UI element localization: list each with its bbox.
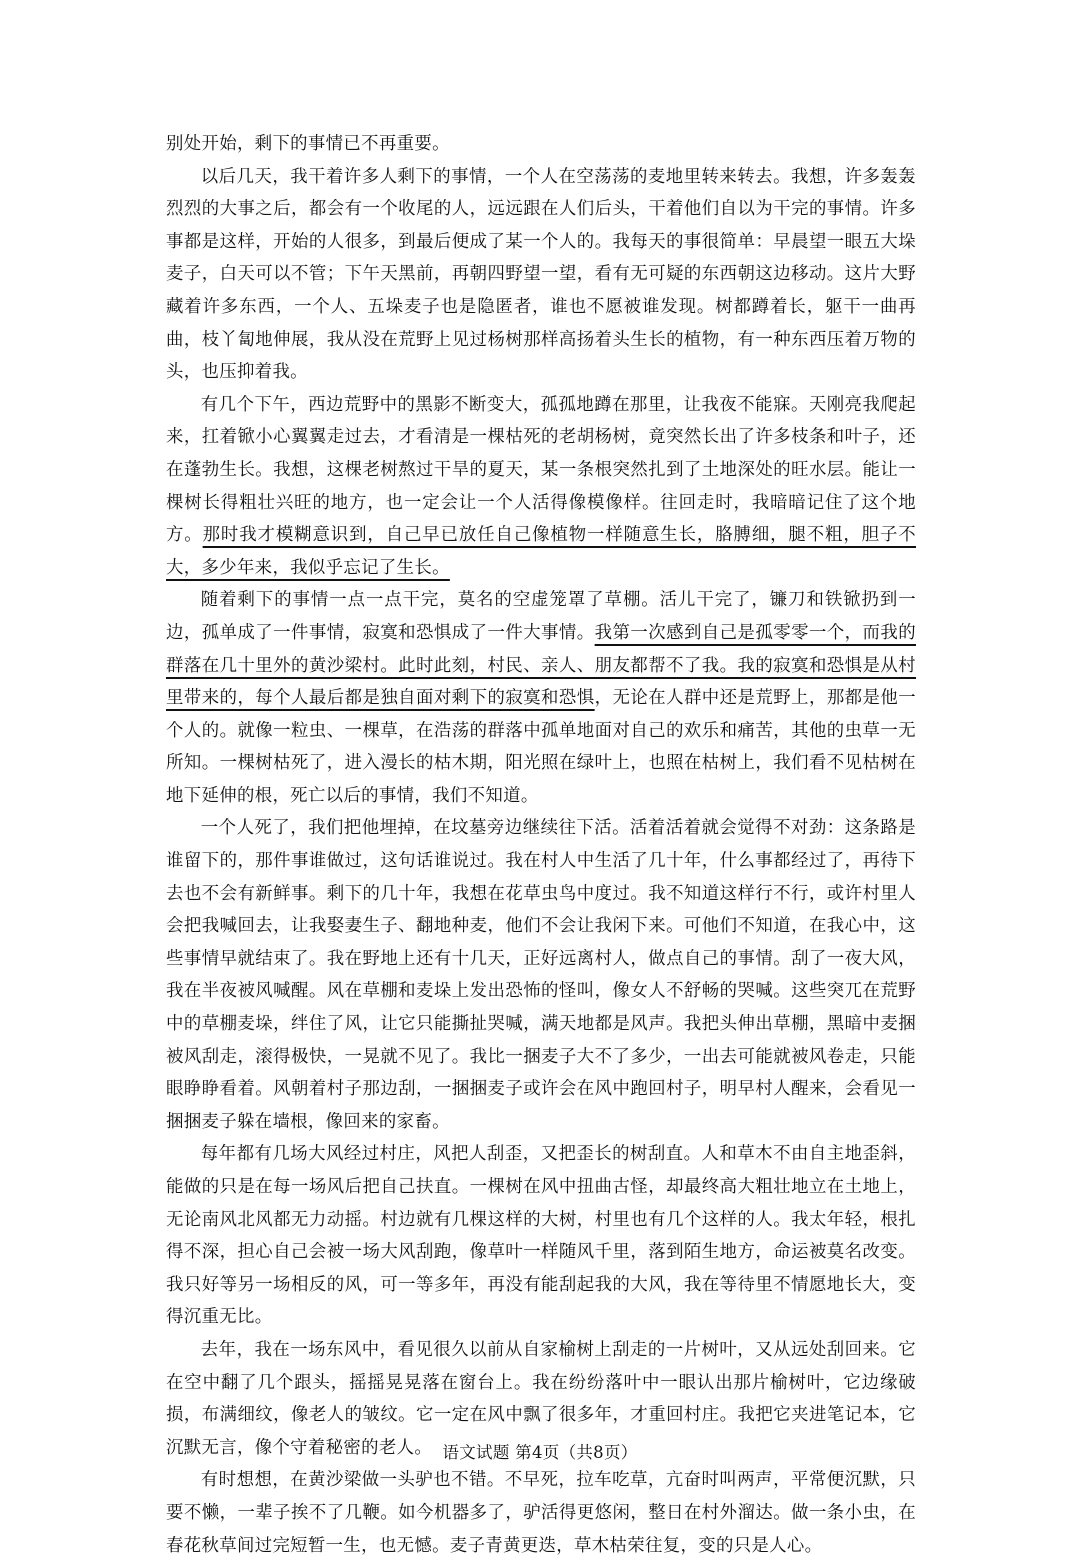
paragraph-text: 有几个下午，西边荒野中的黑影不断变大，孤孤地蹲在那里，让我夜不能寐。天刚亮我爬起来，扛着锨小心翼翼走过去，才看清是一棵枯死的老胡杨树，竟突然长出了许多枝条和叶子，还在蓬勃生长。我想，这棵老树熬过干旱的夏天，某一条根突然扎到了土地深处的旺水层。能让一棵树长得粗壮兴旺的地方，也一定会让一个人活得像模像样。往回走时，我暗暗记住了这个地方。: [166, 394, 916, 546]
paragraph-text: 以后几天，我干着许多人剩下的事情，一个人在空荡荡的麦地里转来转去。我想，许多轰轰烈烈的大事之后，都会有一个收尾的人，远远跟在人们后头，干着他们自以为干完的事情。许多事都是这样，开始的人很多，到最后便成了某一个人的。我每天的事很简单：早晨望一眼五大垛麦子，白天可以不管；下午天黑前，再朝四野望一望，看有无可疑的东西朝这边移动。这片大野藏着许多东西，一个人、五垛麦子也是隐匿者，谁也不愿被谁发现。树都蹲着长，躯干一曲再曲，枝丫匐地伸展，我从没在荒野上见过杨树那样高扬着头生长的植物，有一种东西压着万物的头，也压抑着我。: [166, 166, 916, 383]
paragraph-text: 去年，我在一场东风中，看见很久以前从自家榆树上刮走的一片树叶，又从远处刮回来。它在空中翻了几个跟头，摇摇晃晃落在窗台上。我在纷纷落叶中一眼认出那片榆树叶，它边缘破损，布满细纹，像老人的皱纹。它一定在风中飘了很多年，才重回村庄。我把它夹进笔记本，它沉默无言，像个守着秘密的老人。: [166, 1339, 916, 1458]
paragraph-text: 有时想想，在黄沙梁做一头驴也不错。不早死，拉车吃草，亢奋时叫两声，平常便沉默，只要不懒，一辈子挨不了几鞭。如今机器多了，驴活得更悠闲，整日在村外溜达。做一条小虫，在春花秋草间过完短暂一生，也无憾。麦子青黄更迭，草木枯荣往复，变的只是人心。: [166, 1470, 916, 1556]
paragraph-5: [166, 1138, 916, 1334]
paragraph-text: 每年都有几场大风经过村庄，风把人刮歪，又把歪长的树刮直。人和草木不由自主地歪斜，能做的只是在每一场风后把自己扶直。一棵树在风中扭曲古怪，却最终高大粗壮地立在土地上，无论南风北风都无力动摇。村边就有几棵这样的大树，村里也有几个这样的人。我太年轻，根扎得不深，担心自己会被一场大风刮跑，像草叶一样随风千里，落到陌生地方，命运被莫名改变。我只好等另一场相反的风，可一等多年，再没有能刮起我的大风，我在等待里不情愿地长大，变得沉重无比。: [166, 1144, 916, 1328]
paragraph-7: [166, 1464, 916, 1562]
paragraph-text: ，无论在人群中还是荒野上，那都是他一个人的。就像一粒虫、一棵草，在浩荡的群落中孤单地面对自己的欢乐和痛苦，其他的虫草一无所知。一棵树枯死了，进入漫长的枯木期，阳光照在绿叶上，也照在枯树上，我们看不见枯树在地下延伸的根，死亡以后的事情，我们不知道。: [166, 688, 916, 806]
paragraph-3: [166, 584, 916, 812]
article-body: [166, 128, 916, 1562]
paragraph-4: [166, 812, 916, 1138]
paragraph-text: 随着剩下的事情一点一点干完，莫名的空虚笼罩了草棚。活儿干完了，镰刀和铁锨扔到一边，孤单成了一件事情，寂寞和恐惧成了一件大事情。: [166, 590, 916, 643]
underlined-text: 我第一次感到自己是孤零零一个，而我的群落在几十里外的黄沙梁村。此时此刻，村民、亲人、朋友都帮不了我。我的寂寞和恐惧是从村里带来的，每个人最后都是独自面对剩下的寂寞和恐惧: [166, 622, 916, 709]
page-footer: 语文试题 第4页（共8页）: [442, 1443, 638, 1462]
paragraph-text: 别处开始，剩下的事情已不再重要。: [166, 134, 450, 154]
paragraph-0: [166, 128, 916, 161]
underlined-text: 那时我才模糊意识到，自己早已放任自己像植物一样随意生长，胳膊细，腿不粗，胆子不大，多少年来，我似乎忘记了生长。: [166, 525, 917, 578]
paragraph-text: 一个人死了，我们把他埋掉，在坟墓旁边继续往下活。活着活着就会觉得不对劲：这条路是谁留下的，那件事谁做过，这句话谁说过。我在村人中生活了几十年，什么事都经过了，再待下去也不会有新鲜事。剩下的几十年，我想在花草虫鸟中度过。我不知道这样行不行，或许村里人会把我喊回去，让我娶妻生子、翻地种麦，他们不会让我闲下来。可他们不知道，在我心中，这些事情早就结束了。我在野地上还有十几天，正好远离村人，做点自己的事情。刮了一夜大风，我在半夜被风喊醒。风在草棚和麦垛上发出恐怖的怪叫，像女人不舒畅的哭喊。这些突兀在荒野中的草棚麦垛，绊住了风，让它只能撕扯哭喊，满天地都是风声。我把头伸出草棚，黑暗中麦捆被风刮走，滚得极快，一晃就不见了。我比一捆麦子大不了多少，一出去可能就被风卷走，只能眼睁睁看着。风朝着村子那边刮，一捆捆麦子或许会在风中跑回村子，明早村人醒来，会看见一捆捆麦子躲在墙根，像回来的家畜。: [166, 818, 916, 1132]
paragraph-2: [166, 389, 916, 585]
paragraph-1: [166, 161, 916, 389]
